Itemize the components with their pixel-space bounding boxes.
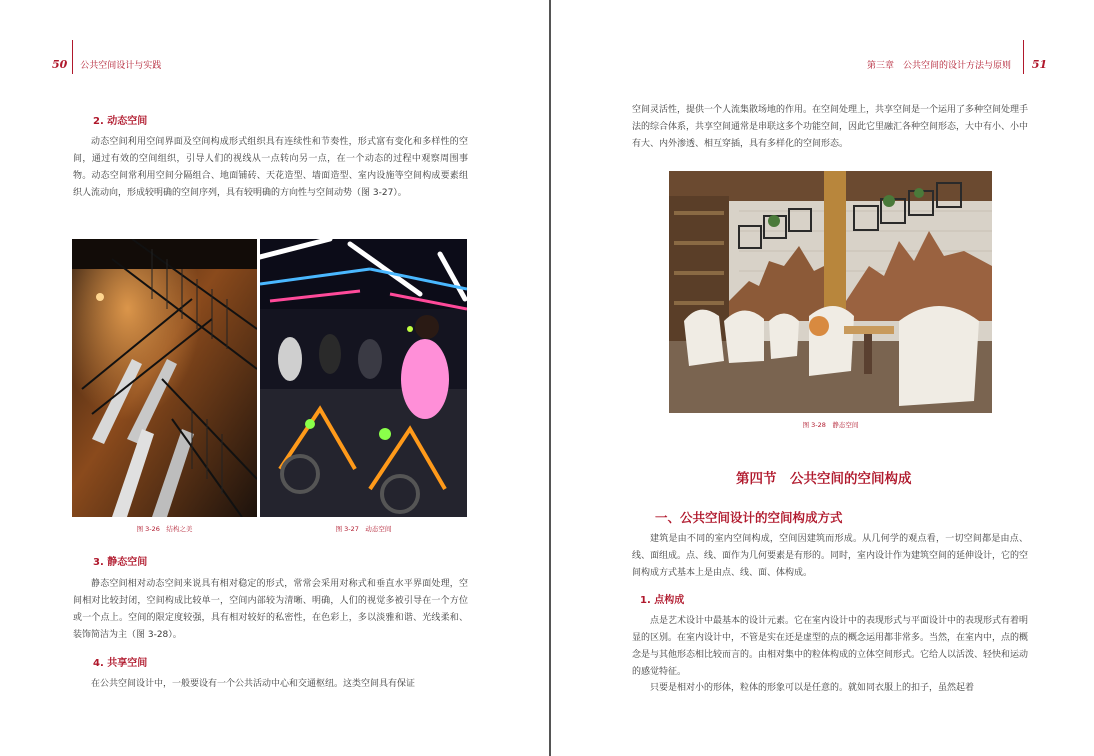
paragraph-shared-space-continued: 空间灵活性，提供一个人流集散场地的作用。在空间处理上，共享空间是一个运用了多种空间处理手法的综合体系，共享空间通常是串联这多个功能空间，因此它里融汇各种空间形态，大中有小、小中有大、内外渗透、相互穿插，具有多样化的空间形态。 (632, 105, 1029, 149)
spinning-gym-image (260, 239, 467, 517)
heading-static-space: 3. 静态空间 (93, 557, 148, 568)
staircase-image (72, 239, 257, 517)
subsection-title: 一、公共空间设计的空间构成方式 (655, 510, 843, 525)
figure-3-26-caption: 图 3-26 结构之美 (136, 525, 193, 533)
heading-dynamic-space: 2. 动态空间 (93, 116, 148, 127)
left-header-rule (72, 40, 73, 74)
paragraph-static-space: 静态空间相对动态空间来说具有相对稳定的形式，常常会采用对称式和垂直水平界面处理，空间相对比较封闭，空间构成比较单一，空间内部较为清晰、明确，人们的视觉多被引导在一个方位或一个点上。空间的限定度较强，具有相对较好的私密性，在色彩上，多以淡雅和谐、光线柔和、装饰简洁为主（图 3-28）。 (73, 579, 468, 640)
paragraph-dynamic-space: 动态空间利用空间界面及空间构成形式组织具有连续性和节奏性，形式富有变化和多样性的空间，通过有效的空间组织，引导人们的视线从一点转向另一点，在一个动态的过程中观察周围事物。动态空间常利用空间分隔组合、地面铺砖、天花造型、墙面造型、室内设施等空间构成要素组织人流动向，形成较明确的空间序列，具有较明确的方向性与空间动势（图 3-27）。 (73, 137, 468, 198)
heading-shared-space: 4. 共享空间 (93, 658, 148, 669)
right-running-title: 第三章 公共空间的设计方法与原则 (867, 61, 1012, 71)
heading-point-composition: 1. 点构成 (640, 595, 685, 606)
left-page-number: 50 (52, 58, 68, 71)
right-page (551, 0, 1094, 756)
paragraph-point-2: 只要是相对小的形体，粒体的形象可以是任意的。就如同衣服上的扣子，虽然起着 (650, 683, 975, 693)
right-header-rule (1023, 40, 1024, 74)
figure-3-28-caption: 图 3-28 静态空间 (802, 421, 859, 429)
cafe-interior-image (669, 171, 992, 413)
figure-3-27-photo (260, 239, 467, 517)
figure-3-26-photo (72, 239, 257, 517)
section-title: 第四节 公共空间的空间构成 (736, 471, 912, 487)
figure-3-27-caption: 图 3-27 动态空间 (335, 525, 392, 533)
left-running-head (52, 58, 161, 71)
figure-3-28-photo (669, 171, 992, 413)
paragraph-shared-space: 在公共空间设计中，一般要设有一个公共活动中心和交通枢纽。这类空间具有保证 (91, 679, 416, 689)
paragraph-composition: 建筑是由不同的室内空间构成，空间因建筑而形成。从几何学的观点看，一切空间都是由点、线、面组成。点、线、面作为几何要素是有形的。同时，室内设计作为建筑空间的延伸设计，它的空间构成方式基本上是由点、线、面、体构成。 (632, 534, 1029, 578)
right-page-number: 51 (1031, 58, 1048, 71)
left-running-title: 公共空间设计与实践 (80, 61, 162, 71)
right-running-head (867, 58, 1047, 71)
paragraph-point-1: 点是艺术设计中最基本的设计元素。它在室内设计中的表现形式与平面设计中的表现形式有着明显的区别。在室内设计中，不管是实在还是虚型的点的概念运用都非常多。当然，在室内中，点的概念是与其他形态相比较而言的。由相对集中的粒体构成的立体空间形式。它给人以活泼、轻快和运动的感觉特征。 (632, 616, 1029, 677)
